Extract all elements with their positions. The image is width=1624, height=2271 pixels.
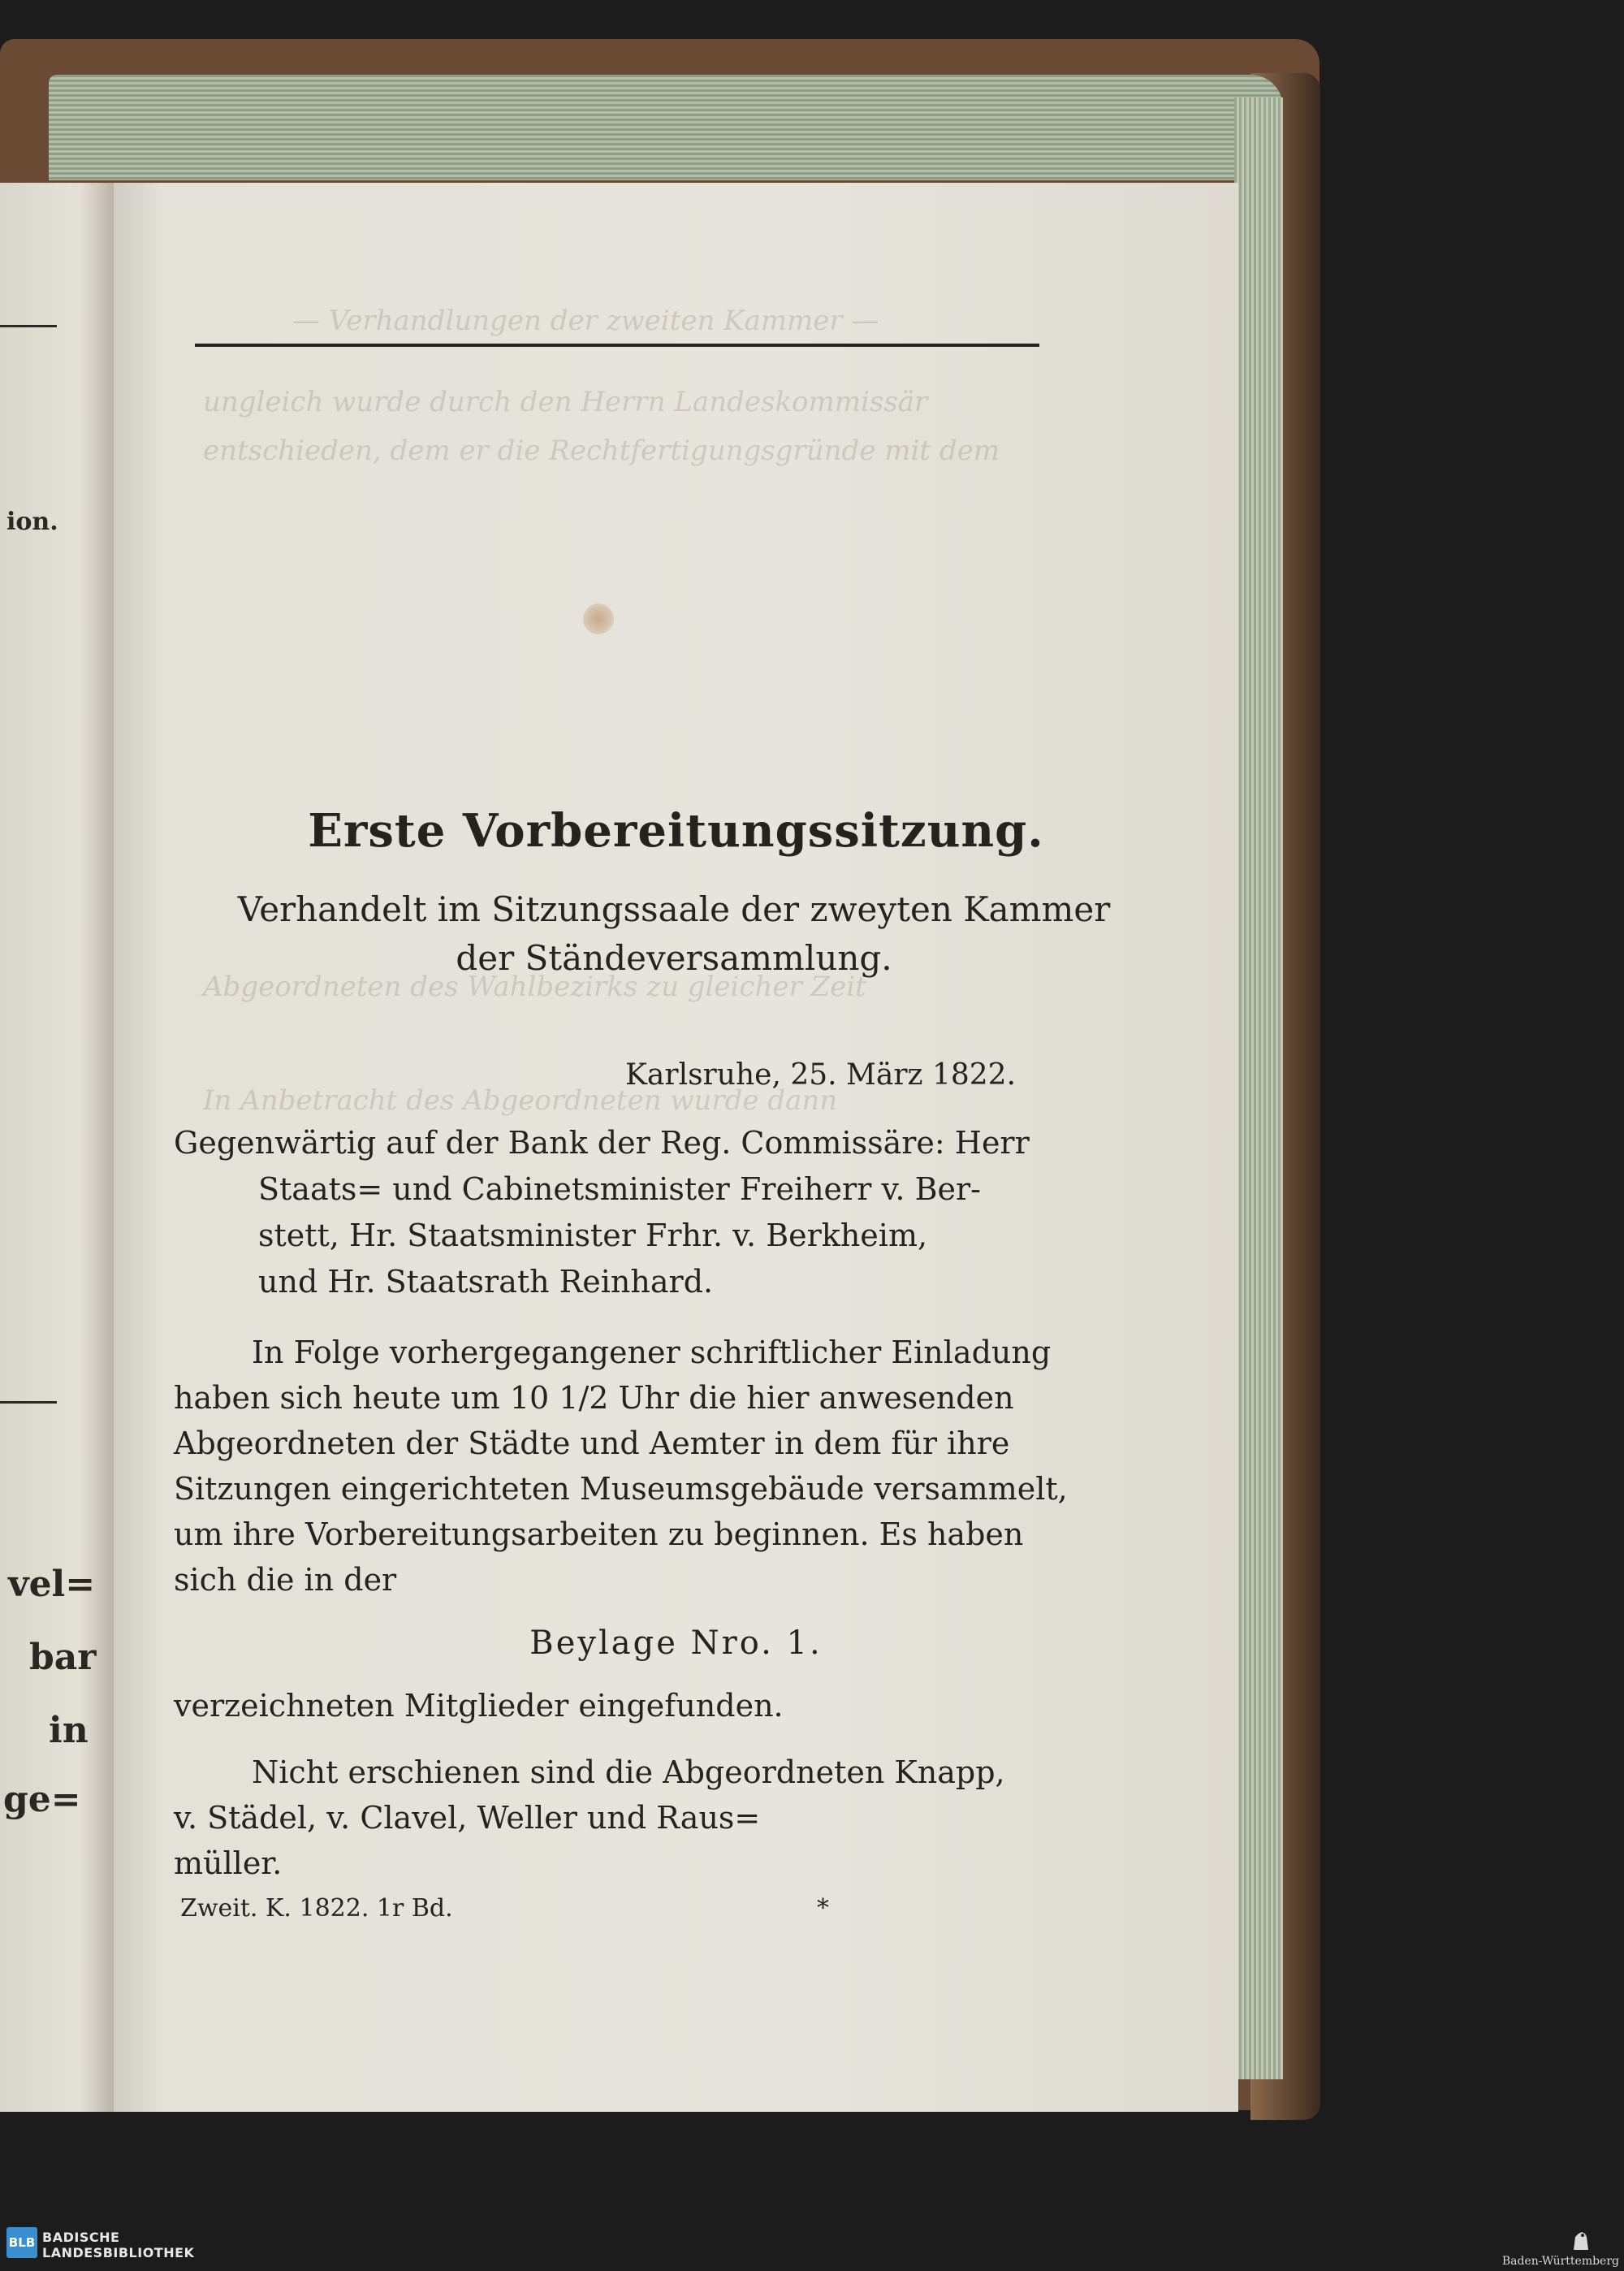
paragraph-line: haben sich heute um 10 1/2 Uhr die hier anwesenden (174, 1380, 1014, 1416)
main-page: — Verhandlungen der zweiten Kammer — ungleich wurde durch den Herrn Landeskommissär entschieden, dem er die Rechtfertigungsgründe mit dem Abgeordneten des Wahlbezirks zu gleicher Zeit In Anbetracht des Abgeordneten wurde dann Erste Vorbereitungssitzung. Verhandelt im Sitzungssaale der zweyten Kammer der Ständeversammlung. Karlsruhe, 25. März 1822. Gegenwärtig auf der Bank der Reg. Commissäre: Herr Staats= und Cabinetsminister Freiherr v. Ber- stett, Hr. Staatsminister Frhr. v. Berkheim, und Hr. Staatsrath Reinhard. In Folge vorhergegangener schriftlicher Einladung haben sich heute um 10 1/2 Uhr die hier anwesenden Abgeordneten der Städte und Aemter in dem für ihre Sitzungen eingerichteten Museumsgebäude versammelt, um ihre Vorbereitungsarbeiten zu beginnen. Es haben sich die in der Beylage Nro. 1. verzeichneten Mitglieder eingefunden. Nicht erschienen sind die Abgeordneten Knapp, v. Städel, v. Clavel, Weller und Raus= müller. Zweit. K. 1822. 1r Bd. * (114, 183, 1238, 2112)
baden-wuerttemberg-logo-text: Baden-Württemberg (1501, 2255, 1619, 2268)
present-line: Staats= und Cabinetsminister Freiherr v. Ber- (258, 1171, 981, 1207)
left-page-rule (0, 325, 57, 327)
paragraph-line: Abgeordneten der Städte und Aemter in dem für ihre (174, 1425, 1010, 1461)
present-line: und Hr. Staatsrath Reinhard. (258, 1264, 714, 1300)
beilage-ref: Beylage Nro. 1. (529, 1624, 823, 1662)
left-fragment: ge= (3, 1779, 81, 1820)
blb-logo-icon: BLB (6, 2227, 37, 2258)
paragraph-line: In Folge vorhergegangener schriftlicher Einladung (252, 1334, 1052, 1370)
left-fragment: in (49, 1710, 89, 1751)
paragraph-line: v. Städel, v. Clavel, Weller und Raus= (174, 1800, 761, 1836)
left-page-rule (0, 1401, 57, 1404)
present-line: Gegenwärtig auf der Bank der Reg. Commissäre: Herr (174, 1125, 1030, 1161)
paragraph-line: sich die in der (174, 1562, 397, 1598)
header-rule (195, 344, 1039, 347)
left-fragment: bar (29, 1637, 97, 1678)
page-edges-right (1234, 97, 1283, 2079)
paragraph-line: Nicht erschienen sind die Abgeordneten Knapp, (252, 1754, 1005, 1790)
paragraph-line: müller. (174, 1845, 283, 1881)
left-fragment: ion. (6, 508, 58, 536)
left-fragment: vel= (8, 1564, 96, 1605)
baden-wuerttemberg-lion-icon (1570, 2229, 1592, 2252)
footer-bar (0, 2222, 1624, 2271)
present-line: stett, Hr. Staatsminister Frhr. v. Berkheim, (258, 1218, 928, 1253)
paragraph-line: verzeichneten Mitglieder eingefunden. (174, 1688, 784, 1724)
left-page (0, 183, 114, 2112)
page-title: Erste Vorbereitungssitzung. (308, 804, 1044, 858)
footer-asterisk: * (817, 1894, 829, 1923)
signature-mark: Zweit. K. 1822. 1r Bd. (180, 1894, 453, 1923)
paper-stain (583, 603, 614, 634)
subtitle-line: der Ständeversammlung. (456, 938, 892, 978)
library-name-line2: LANDESBIBLIOTHEK (42, 2245, 195, 2260)
subtitle-line: Verhandelt im Sitzungssaale der zweyten Kammer (237, 889, 1111, 929)
paragraph-line: um ihre Vorbereitungsarbeiten zu beginnen. Es haben (174, 1516, 1024, 1552)
library-name-line1: BADISCHE (42, 2230, 120, 2245)
paragraph-line: Sitzungen eingerichteten Museumsgebäude versammelt, (174, 1471, 1068, 1507)
page-edges-top (49, 75, 1283, 180)
place-date: Karlsruhe, 25. März 1822. (625, 1058, 1017, 1092)
